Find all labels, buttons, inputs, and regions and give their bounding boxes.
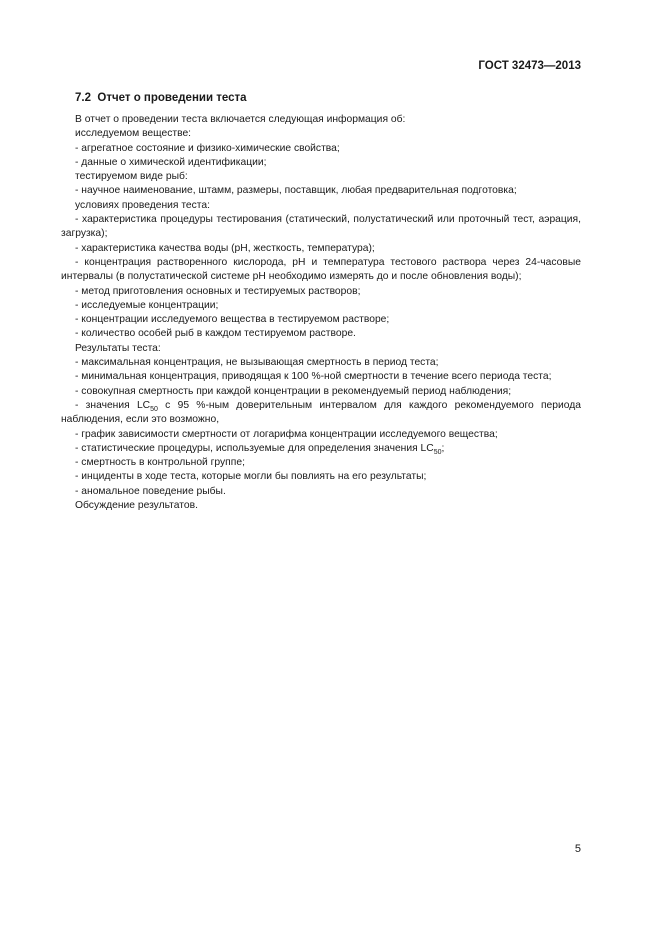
text-run: с 95 %-ным доверительным интервалом для каждого рекомендуемого периода наблюдения, если это возможно, <box>61 399 581 426</box>
list-item: - концентрация растворенного кислорода, pH и температура тестового раствора через 24-часовые интервалы (в полустатической системе pH необходимо измерять до и после обновления воды); <box>61 256 581 283</box>
list-item: - характеристика процедуры тестирования (статический, полустатический или проточный тест, аэрация, загрузка); <box>61 214 581 240</box>
paragraph: Результаты теста: <box>75 342 161 354</box>
paragraph: Обсуждение результатов. <box>75 500 198 512</box>
list-item: - инциденты в ходе теста, которые могли бы повлиять на его результаты; <box>75 471 427 483</box>
list-item: - исследуемые концентрации; <box>75 299 219 311</box>
list-item <box>61 399 581 428</box>
paragraph: исследуемом веществе: <box>75 128 192 140</box>
list-item: - смертность в контрольной группе; <box>75 457 245 469</box>
text-run: - статистические процедуры, используемые для определения значения LC <box>75 442 434 454</box>
document-header: ГОСТ 32473—2013 <box>478 60 581 72</box>
page-number: 5 <box>574 843 581 855</box>
list-item: - характеристика качества воды (pH, жесткость, температура); <box>75 242 375 254</box>
list-item: - максимальная концентрация, не вызывающая смертность в период теста; <box>75 357 439 369</box>
list-item: - аномальное поведение рыбы. <box>75 485 226 497</box>
list-item: - количество особей рыб в каждом тестируемом растворе. <box>75 328 356 340</box>
subscript: 50 <box>150 405 158 413</box>
list-item: - совокупная смертность при каждой концентрации в рекомендуемый период наблюдения; <box>75 385 512 397</box>
list-item: - научное наименование, штамм, размеры, поставщик, любая предварительная подготовка; <box>75 185 517 197</box>
list-item: - данные о химической идентификации; <box>75 156 267 168</box>
list-item: - концентрации исследуемого вещества в тестируемом растворе; <box>75 314 390 326</box>
section-number: 7.2 <box>75 92 91 104</box>
section-heading <box>75 92 247 104</box>
list-item: - агрегатное состояние и физико-химические свойства; <box>75 142 340 154</box>
text-run: - значения LC <box>75 399 151 411</box>
subscript: 50 <box>433 448 442 456</box>
section-title: Отчет о проведении теста <box>97 92 247 104</box>
paragraph: тестируемом виде рыб: <box>75 171 188 183</box>
list-item: - график зависимости смертности от логарифма концентрации исследуемого вещества; <box>75 428 498 440</box>
text-run: ; <box>441 442 445 454</box>
paragraph: условиях проведения теста: <box>75 199 210 211</box>
list-item <box>61 442 581 456</box>
list-item: - метод приготовления основных и тестируемых растворов; <box>75 285 361 297</box>
list-item: - минимальная концентрация, приводящая к 100 %-ной смертности в течение всего периода теста; <box>75 371 552 383</box>
paragraph: В отчет о проведении теста включается следующая информация об: <box>75 114 406 125</box>
document-body <box>61 113 581 513</box>
